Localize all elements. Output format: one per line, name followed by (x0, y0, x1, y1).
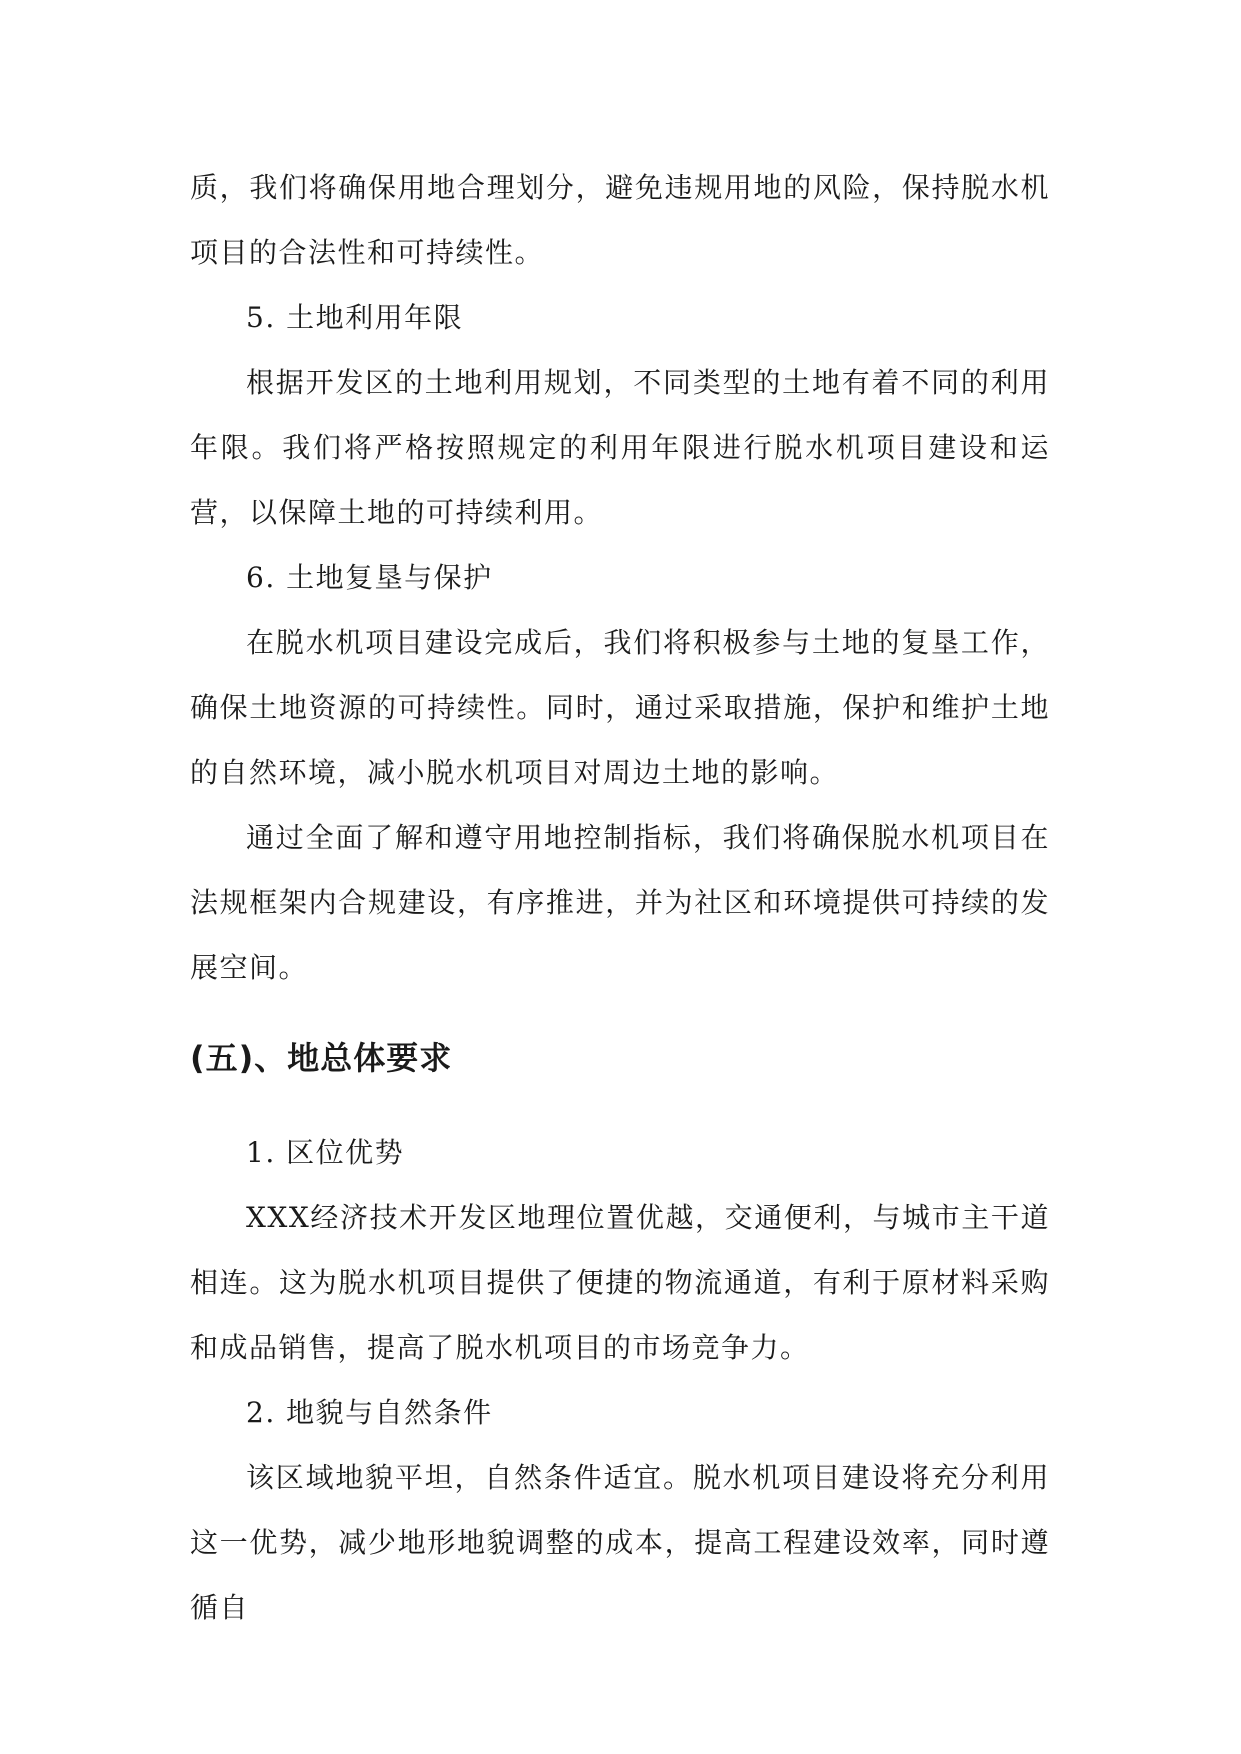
item-6-heading: 6. 土地复垦与保护 (246, 561, 493, 594)
item-1-body: XXX经济技术开发区地理位置优越，交通便利，与城市主干道相连。这为脱水机项目提供了便捷的物流通道，有利于原材料采购和成品销售，提高了脱水机项目的市场竞争力。 (190, 1201, 1050, 1364)
item-2-heading: 2. 地貌与自然条件 (246, 1396, 493, 1429)
item-5-body: 根据开发区的土地利用规划，不同类型的土地有着不同的利用年限。我们将严格按照规定的利用年限进行脱水机项目建设和运营，以保障土地的可持续利用。 (190, 366, 1050, 529)
document-body (190, 155, 1050, 1640)
section-5-title: (五)、地总体要求 (190, 1039, 453, 1077)
paragraph-continued: 质，我们将确保用地合理划分，避免违规用地的风险，保持脱水机项目的合法性和可持续性。 (190, 171, 1050, 269)
summary-paragraph: 通过全面了解和遵守用地控制指标，我们将确保脱水机项目在法规框架内合规建设，有序推进，并为社区和环境提供可持续的发展空间。 (190, 821, 1050, 984)
item-2-body: 该区域地貌平坦，自然条件适宜。脱水机项目建设将充分利用这一优势，减少地形地貌调整的成本，提高工程建设效率，同时遵循自 (190, 1461, 1050, 1624)
item-1-heading: 1. 区位优势 (246, 1136, 405, 1169)
item-5-heading: 5. 土地利用年限 (246, 301, 464, 334)
item-6-body: 在脱水机项目建设完成后，我们将积极参与土地的复垦工作，确保土地资源的可持续性。同时，通过采取措施，保护和维护土地的自然环境，减小脱水机项目对周边土地的影响。 (190, 626, 1050, 789)
